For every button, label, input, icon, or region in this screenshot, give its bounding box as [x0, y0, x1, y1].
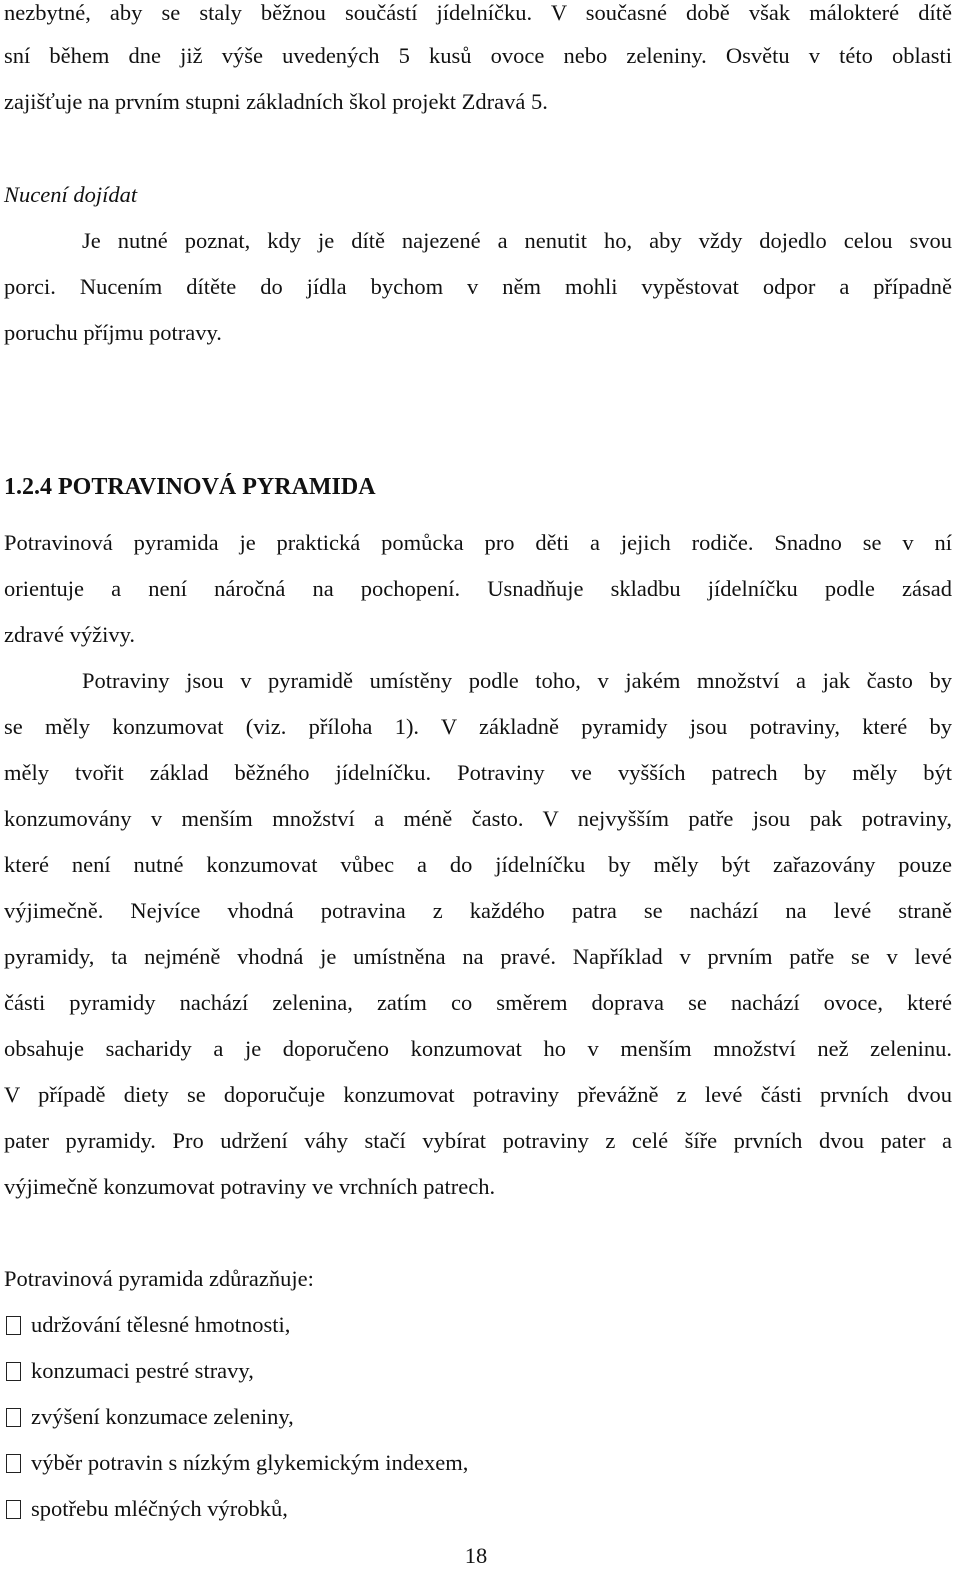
subsection-line-2: porci. Nucením dítěte do jídla bychom v něm mohli vypěstovat odpor a případně	[4, 274, 952, 299]
page-number: 18	[464, 1543, 488, 1568]
checkbox-bullet-icon	[6, 1408, 21, 1427]
para1-line-3: zdravé výživy.	[4, 622, 135, 647]
checkbox-bullet-icon	[6, 1500, 21, 1519]
para2-line-1: Potraviny jsou v pyramidě umístěny podle toho, v jakém množství a jak často by	[82, 668, 952, 693]
section-heading: 1.2.4 POTRAVINOVÁ PYRAMIDA	[4, 474, 376, 500]
para1-line-2: orientuje a není náročná na pochopení. Usnadňuje skladbu jídelníčku podle zásad	[4, 576, 952, 601]
intro-line-1: nezbytné, aby se staly běžnou součástí jídelníčku. V současné době však málokteré dítě	[4, 0, 952, 25]
para2-line-10: V případě diety se doporučuje konzumovat potraviny převážně z levé části prvních dvou	[4, 1082, 952, 1107]
list-item	[4, 1310, 952, 1340]
para2-line-5: které není nutné konzumovat vůbec a do jídelníčku by měly být zařazovány pouze	[4, 852, 952, 877]
list-item-label: konzumaci pestré stravy,	[31, 1358, 254, 1383]
list-intro: Potravinová pyramida zdůrazňuje:	[4, 1266, 314, 1291]
para2-line-2: se měly konzumovat (viz. příloha 1). V základně pyramidy jsou potraviny, které by	[4, 714, 952, 739]
checkbox-bullet-icon	[6, 1316, 21, 1335]
subsection-line-1: Je nutné poznat, kdy je dítě najezené a nenutit ho, aby vždy dojedlo celou svou	[82, 228, 952, 253]
para1-line-1: Potravinová pyramida je praktická pomůcka pro děti a jejich rodiče. Snadno se v ní	[4, 530, 952, 555]
para2-line-8: části pyramidy nachází zelenina, zatím co směrem doprava se nachází ovoce, které	[4, 990, 952, 1015]
list-item-label: udržování tělesné hmotnosti,	[31, 1312, 291, 1337]
checkbox-bullet-icon	[6, 1362, 21, 1381]
para2-line-11: pater pyramidy. Pro udržení váhy stačí vybírat potraviny z celé šíře prvních dvou pater a	[4, 1128, 952, 1153]
para2-line-4: konzumovány v menším množství a méně často. V nejvyšším patře jsou pak potraviny,	[4, 806, 952, 831]
subsection-line-3: poruchu příjmu potravy.	[4, 320, 222, 345]
para2-line-3: měly tvořit základ běžného jídelníčku. Potraviny ve vyšších patrech by měly být	[4, 760, 952, 785]
intro-line-3: zajišťuje na prvním stupni základních škol projekt Zdravá 5.	[4, 89, 548, 114]
list-item-label: spotřebu mléčných výrobků,	[31, 1496, 288, 1521]
para2-line-12: výjimečně konzumovat potraviny ve vrchních patrech.	[4, 1174, 496, 1199]
list-item	[4, 1448, 952, 1478]
list-item	[4, 1356, 952, 1386]
para2-line-9: obsahuje sacharidy a je doporučeno konzumovat ho v menším množství než zeleninu.	[4, 1036, 952, 1061]
list-item	[4, 1494, 952, 1524]
subsection-title: Nucení dojídat	[4, 182, 138, 207]
list-item-label: zvýšení konzumace zeleniny,	[31, 1404, 294, 1429]
list-item	[4, 1402, 952, 1432]
checkbox-bullet-icon	[6, 1454, 21, 1473]
para2-line-6: výjimečně. Nejvíce vhodná potravina z každého patra se nachází na levé straně	[4, 898, 952, 923]
list-item-label: výběr potravin s nízkým glykemickým indexem,	[31, 1450, 469, 1475]
para2-line-7: pyramidy, ta nejméně vhodná je umístněna na pravé. Například v prvním patře se v levé	[4, 944, 952, 969]
intro-line-2: sní během dne již výše uvedených 5 kusů ovoce nebo zeleniny. Osvětu v této oblasti	[4, 43, 952, 68]
